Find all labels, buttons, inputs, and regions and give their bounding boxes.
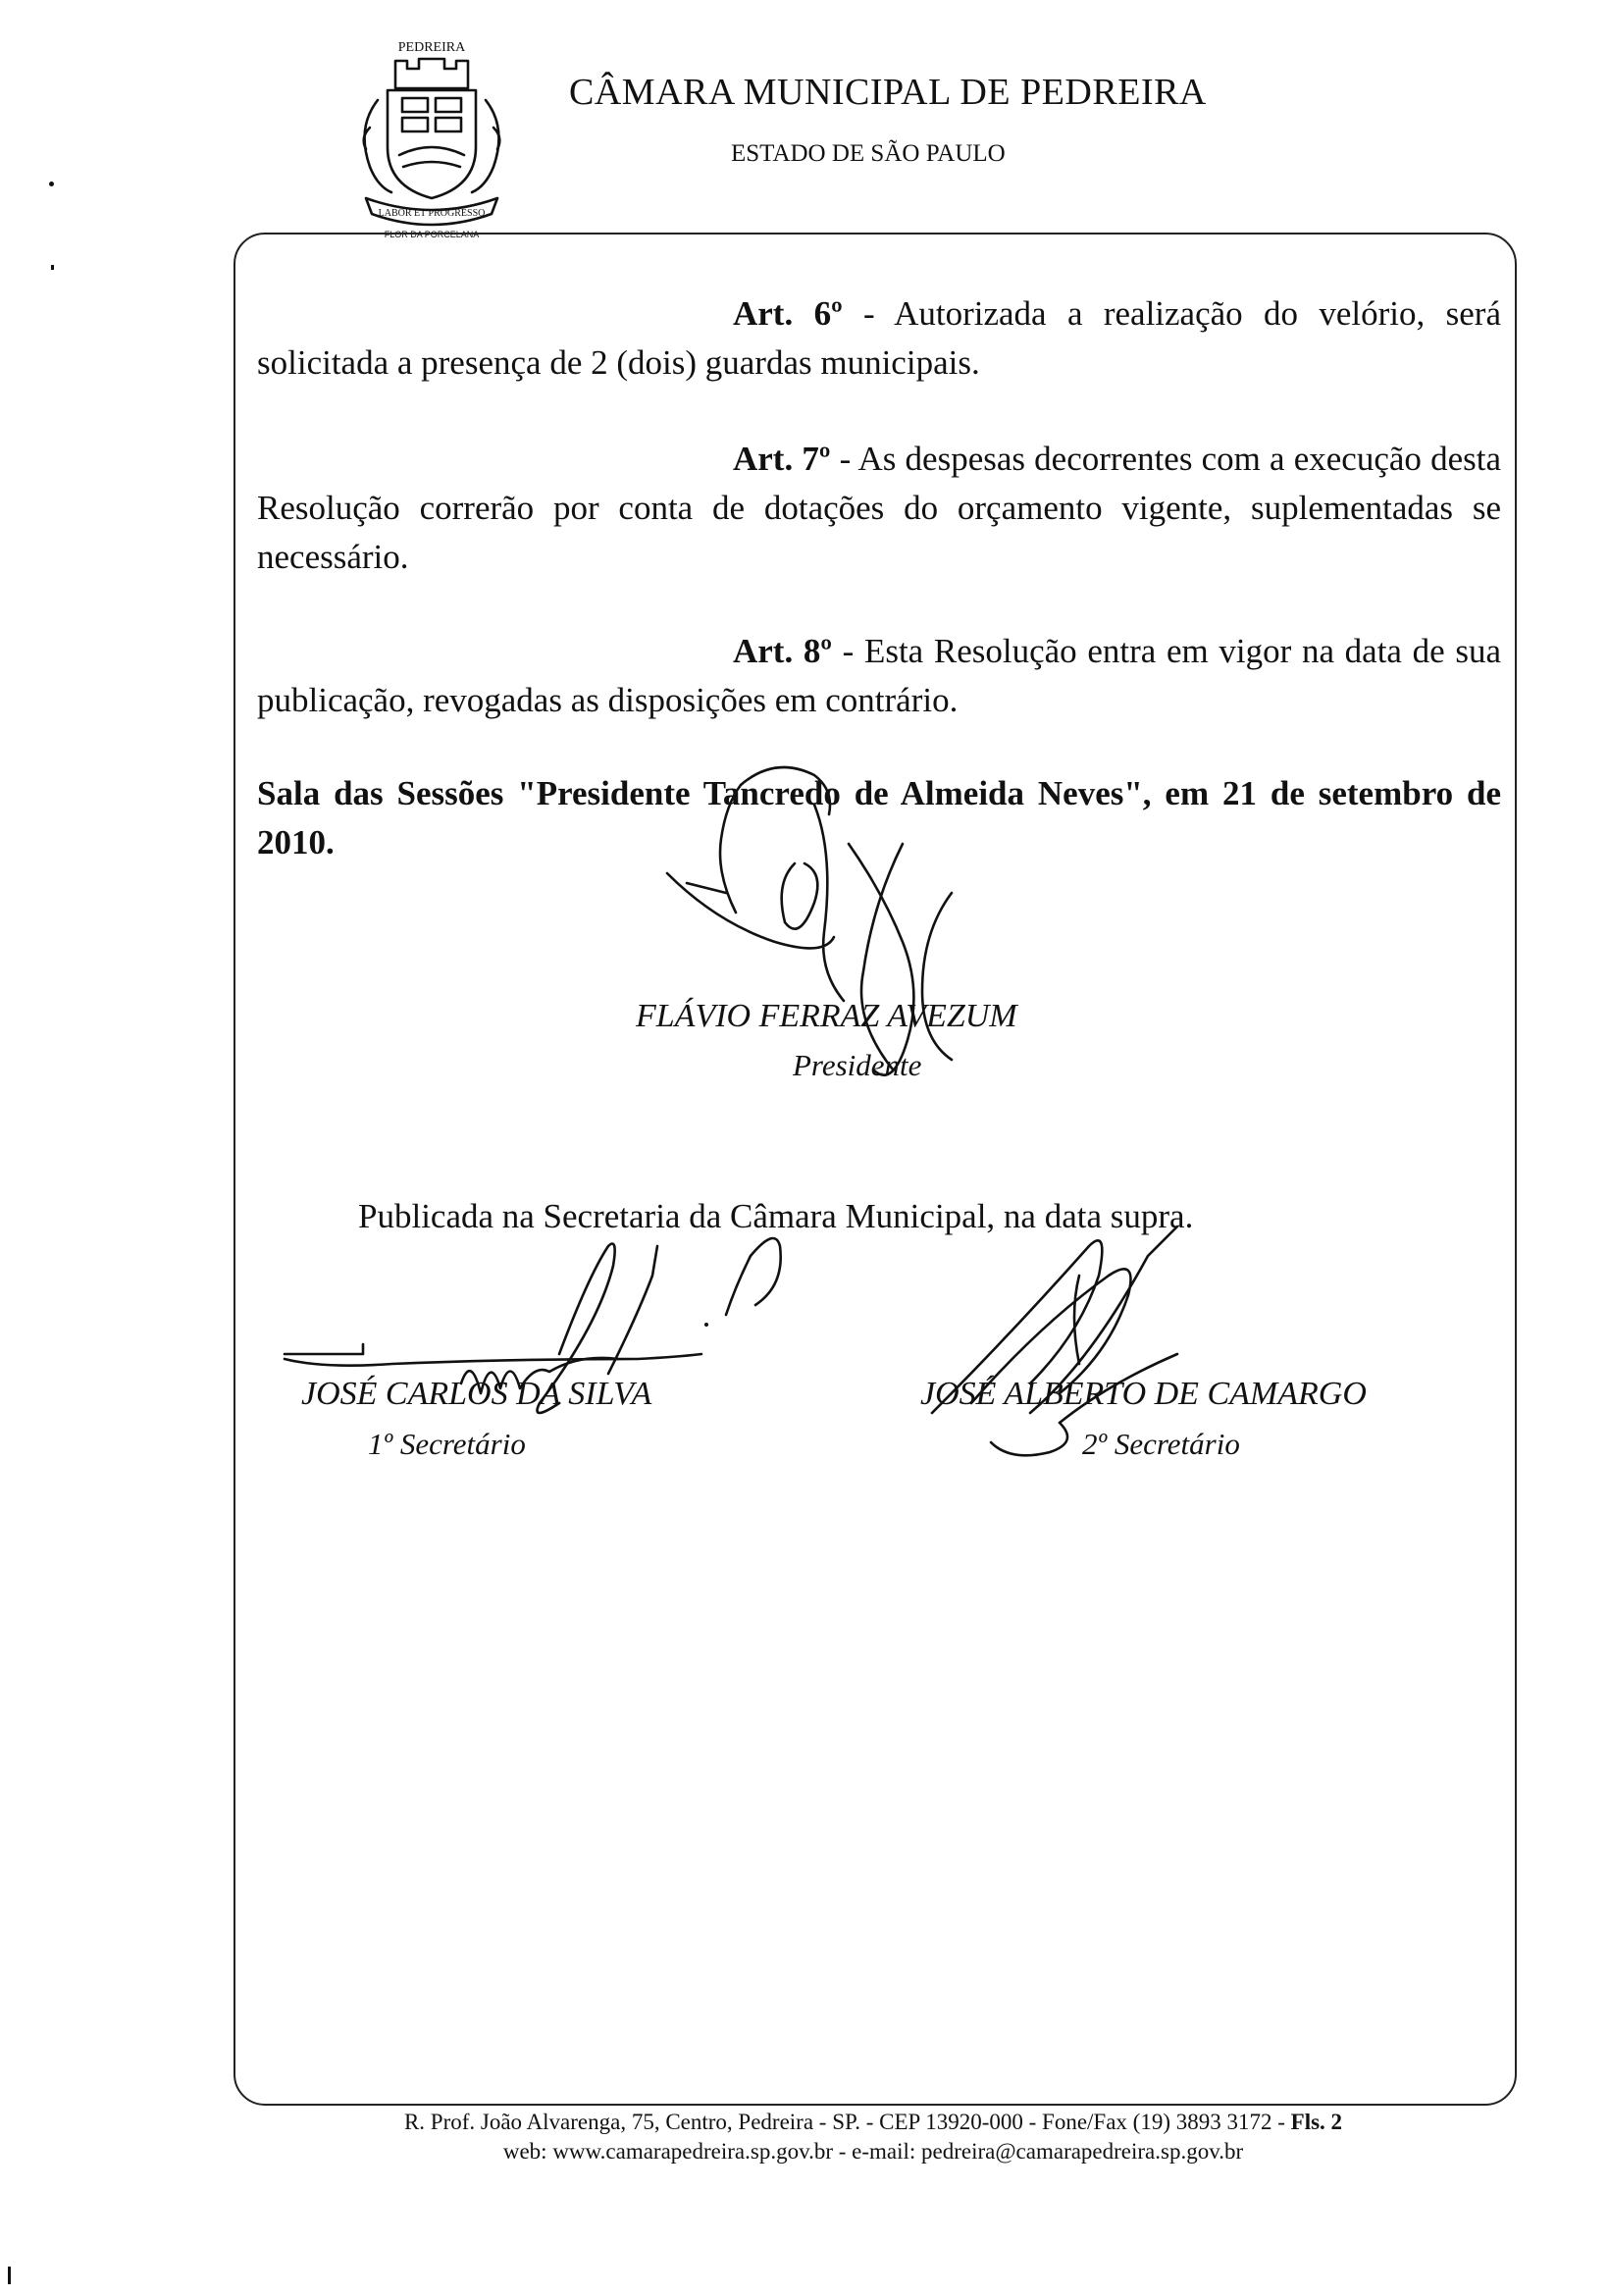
article-6 xyxy=(257,289,1501,388)
footer-address xyxy=(196,2110,1550,2135)
article-label: Art. 8º xyxy=(733,632,832,670)
secretary-2-name: JOSÉ ALBERTO DE CAMARGO xyxy=(920,1376,1367,1412)
scan-mark xyxy=(51,265,54,270)
article-text: - Esta Resolução entra em vigor na data de sua publicação, revogadas as disposições em contrário. xyxy=(257,632,1501,719)
organization-state: ESTADO DE SÃO PAULO xyxy=(731,140,1006,167)
secretary-1-role: 1º Secretário xyxy=(368,1427,526,1461)
article-8 xyxy=(257,627,1501,725)
president-role: Presidente xyxy=(793,1048,922,1082)
secretary-1-name: JOSÉ CARLOS DA SILVA xyxy=(301,1376,652,1412)
scan-mark xyxy=(8,2267,11,2284)
crest-motto: LABOR ET PROGRESSO xyxy=(378,208,486,219)
secretary-2-role: 2º Secretário xyxy=(1082,1427,1240,1461)
article-label: Art. 6º xyxy=(733,294,843,333)
scan-mark xyxy=(49,182,54,186)
article-label: Art. 7º xyxy=(733,440,831,478)
footer-address-text: R. Prof. João Alvarenga, 75, Centro, Pedreira - SP. - CEP 13920-000 - Fone/Fax (19) 3893 3172 - xyxy=(403,2110,1291,2134)
article-text: - Autorizada a realização do velório, será solicitada a presença de 2 (dois) guardas municipais. xyxy=(257,294,1501,382)
crest-banner: FLOR DA PORCELANA xyxy=(384,230,480,239)
footer-web: web: www.camarapedreira.sp.gov.br - e-mail: pedreira@camarapedreira.sp.gov.br xyxy=(502,2139,1244,2164)
footer-page-number: Fls. 2 xyxy=(1290,2110,1343,2134)
article-text: - As despesas decorrentes com a execução desta Resolução correrão por conta de dotações do orçamento vigente, suplementadas se necessário. xyxy=(257,440,1501,576)
publication-line: Publicada na Secretaria da Câmara Municipal, na data supra. xyxy=(358,1197,1194,1235)
president-name: FLÁVIO FERRAZ AVEZUM xyxy=(636,998,1017,1034)
organization-name: CÂMARA MUNICIPAL DE PEDREIRA xyxy=(569,72,1207,113)
session-text: Sala das Sessões "Presidente Tancredo de Almeida Neves", em 21 de setembro de 2010. xyxy=(257,774,1501,861)
crest-text: PEDREIRA xyxy=(397,40,466,55)
municipal-crest xyxy=(348,29,515,240)
article-7 xyxy=(257,435,1501,582)
